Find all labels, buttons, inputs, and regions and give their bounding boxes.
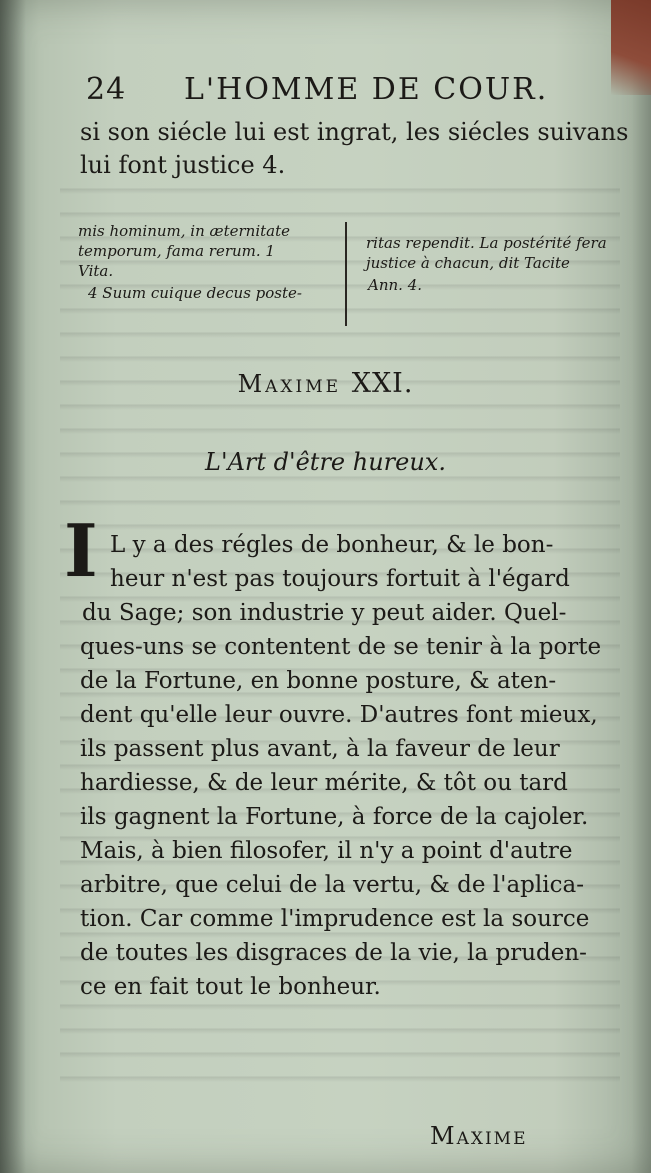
maxim-number: XXI. [351,368,414,399]
maxim-label: Maxime [237,370,342,398]
footnote-line: Ann. 4. [368,276,423,294]
text-line: du Sage; son industrie y peut aider. Quel- [82,600,567,626]
text-line: si son siécle lui est ingrat, les siécles suivans [80,118,629,146]
text-line: hardiesse, & de leur mérite, & tôt ou tard [80,770,568,796]
text-line: ils gagnent la Fortune, à force de la cajoler. [80,804,589,830]
footnote-line: Vita. [78,262,114,280]
footnote-line: 4 Suum cuique decus poste- [88,284,302,302]
footnote-line: justice à chacun, dit Tacite [366,254,570,272]
drop-capital: I [64,508,98,593]
catchword: Maxime [430,1122,528,1150]
text-line: Mais, à bien filosofer, il n'y a point d'autre [80,838,573,864]
page-number: 24 [86,72,127,107]
footnote-line: mis hominum, in æternitate [78,222,291,240]
text-line: de toutes les disgraces de la vie, la pruden- [80,940,587,966]
text-line: dent qu'elle leur ouvre. D'autres font mieux, [80,702,598,728]
text-line: heur n'est pas toujours fortuit à l'égard [110,566,570,592]
text-line: de la Fortune, en bonne posture, & aten- [80,668,557,694]
maxim-subtitle: L'Art d'être hureux. [205,448,446,476]
text-line: ce en fait tout le bonheur. [80,974,381,1000]
text-line: lui font justice 4. [80,151,286,179]
text-line: L y a des régles de bonheur, & le bon- [110,532,554,558]
text-line: tion. Car comme l'imprudence est la source [80,906,590,932]
text-line: ques-uns se contentent de se tenir à la porte [80,634,602,660]
footnote-line: ritas rependit. La postérité fera [366,234,607,252]
text-line: ils passent plus avant, à la faveur de leur [80,736,560,762]
text-line: arbitre, que celui de la vertu, & de l'aplica- [80,872,584,898]
footnote-line: temporum, fama rerum. 1 [78,242,275,260]
running-title: L'HOMME DE COUR. [184,72,549,107]
